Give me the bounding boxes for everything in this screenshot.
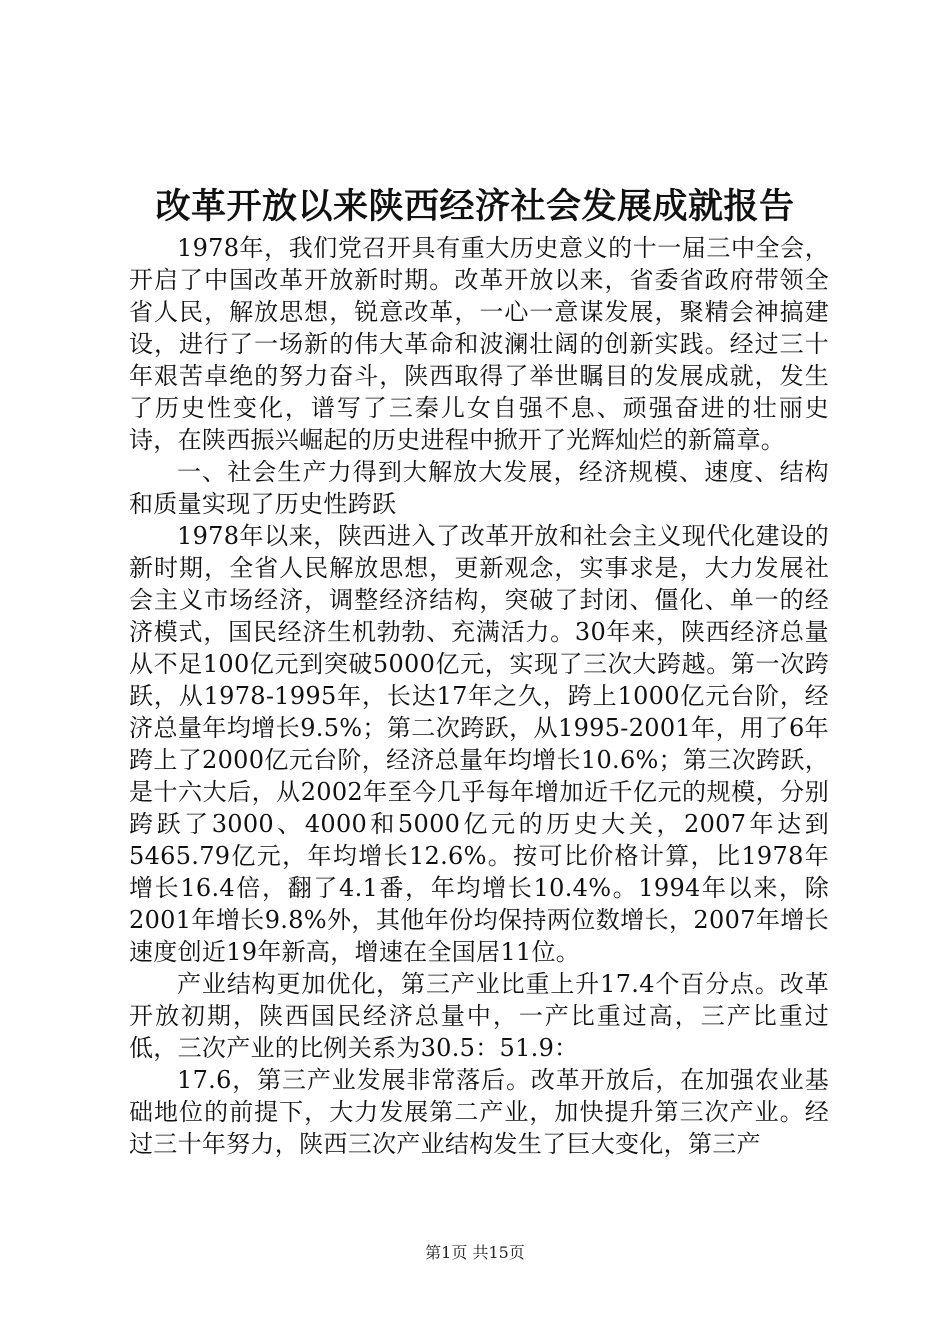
- paragraph-industry-continued: 17.6，第三产业发展非常落后。改革开放后，在加强农业基础地位的前提下，大力发展第二产业，加快提升第三次产业。经过三十年努力，陕西三次产业结构发生了巨大变化，第三产: [129, 1066, 829, 1158]
- paragraph-intro: 1978年，我们党召开具有重大历史意义的十一届三中全会，开启了中国改革开放新时期。改革开放以来，省委省政府带领全省人民，解放思想，锐意改革，一心一意谋发展，聚精会神搞建设，进行了一场新的伟大革命和波澜壮阔的创新实践。经过三十年艰苦卓绝的努力奋斗，陕西取得了举世瞩目的发展成就，发生了历史性变化，谱写了三秦儿女自强不息、顽强奋进的壮丽史诗，在陕西振兴崛起的历史进程中掀开了光辉灿烂的新篇章。: [129, 234, 829, 454]
- document-body: [129, 232, 829, 1160]
- document-title: 改革开放以来陕西经济社会发展成就报告: [155, 186, 795, 227]
- section-heading-1: 一、社会生产力得到大解放大发展，经济规模、速度、结构和质量实现了历史性跨跃: [129, 458, 829, 518]
- paragraph-economy-growth: 1978年以来，陕西进入了改革开放和社会主义现代化建设的新时期，全省人民解放思想，更新观念，实事求是，大力发展社会主义市场经济，调整经济结构，突破了封闭、僵化、单一的经济模式，国民经济生机勃勃、充满活力。30年来，陕西经济总量从不足100亿元到突破5000亿元，实现了三次大跨越。第一次跨跃，从1978-1995年，长达17年之久，跨上1000亿元台阶，经济总量年均增长9.5%；第二次跨跃，从1995-2001年，用了6年跨上了2000亿元台阶，经济总量年均增长10.6%；第三次跨跃，是十六大后，从2002年至今几乎每年增加近千亿元的规模，分别跨跃了3000、4000和5000亿元的历史大关，2007年达到5465.79亿元，年均增长12.6%。按可比价格计算，比1978年增长16.4倍，翻了4.1番，年均增长10.4%。1994年以来，除2001年增长9.8%外，其他年份均保持两位数增长，2007年增长速度创近19年新高，增速在全国居11位。: [129, 522, 829, 966]
- page-footer: 第1页 共15页: [425, 1243, 525, 1262]
- paragraph-industry-structure: 产业结构更加优化，第三产业比重上升17.4个百分点。改革开放初期，陕西国民经济总量中，一产比重过高，三产比重过低，三次产业的比例关系为30.5：51.9：: [129, 970, 829, 1062]
